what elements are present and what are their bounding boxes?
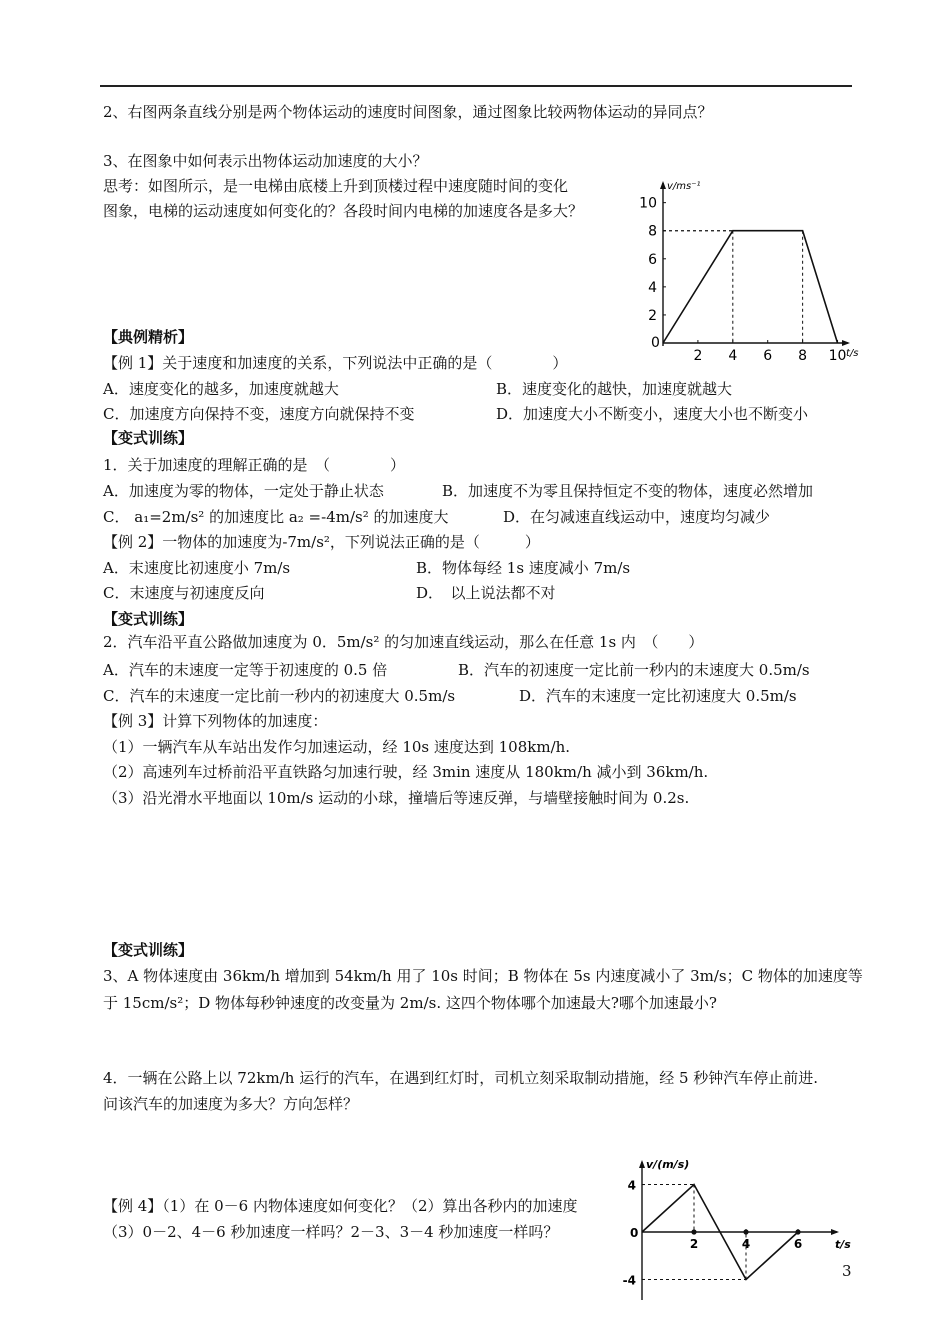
training-1: 1．关于加速度的理解正确的是 （ ） <box>103 456 406 474</box>
y-axis-arrow <box>660 181 666 189</box>
training-2-option-b: B．汽车的初速度一定比前一秒内的末速度大 0.5m/s <box>458 661 810 679</box>
example-1-option-a: A．速度变化的越多，加速度就越大 <box>103 380 339 398</box>
x-axis-label: t/s <box>846 348 859 359</box>
x-tick-label: 6 <box>793 1237 803 1251</box>
y-tick-label: -4 <box>622 1273 636 1288</box>
training-2-option-c: C．汽车的末速度一定比前一秒内的初速度大 0.5m/s <box>103 687 456 705</box>
y-tick-label: 4 <box>648 279 657 296</box>
origin-label: 0 <box>630 1226 639 1240</box>
x-axis-arrow <box>831 1229 839 1235</box>
training-1-option-c: C． a₁=2m/s² 的加速度比 a₂ =-4m/s² 的加速度大 <box>103 508 449 526</box>
y-tick-label: 6 <box>648 251 657 268</box>
section-heading-examples: 【典例精析】 <box>103 328 194 346</box>
question-3: 3、在图象中如何表示出物体运动加速度的大小？ <box>103 152 428 170</box>
object-vt-chart <box>615 1150 851 1305</box>
example-3-part-2: （2）高速列车过桥前沿平直铁路匀加速行驶，经 3min 速度从 180km/h 减小到 36km/h. <box>103 763 709 781</box>
series-point <box>795 1229 800 1234</box>
training-2-option-d: D．汽车的末速度一定比初速度大 0.5m/s <box>519 687 797 705</box>
training-3-line-1: 3、A 物体速度由 36km/h 增加到 54km/h 用了 10s 时间；B 物体在 5s 内速度减小了 3m/s；C 物体的加速度等 <box>103 967 863 985</box>
x-axis-arrow <box>842 340 850 346</box>
y-tick-label: 2 <box>648 307 657 324</box>
section-heading-training-2: 【变式训练】 <box>103 610 194 628</box>
think-line-1: 思考：如图所示，是一电梯由底楼上升到顶楼过程中速度随时间的变化 <box>103 177 569 195</box>
section-heading-training-3: 【变式训练】 <box>103 941 194 959</box>
training-1-option-d: D．在匀减速直线运动中，速度均匀减少 <box>503 508 771 526</box>
training-2: 2．汽车沿平直公路做加速度为 0．5m/s² 的匀加速直线运动，那么在任意 1s 内 （ ） <box>103 633 704 651</box>
x-tick-label: 10 <box>828 348 847 364</box>
example-4-line-1: 【例 4】（1）在 0－6 内物体速度如何变化？（2）算出各秒内的加速度 <box>103 1197 578 1215</box>
example-1-option-c: C．加速度方向保持不变，速度方向就保持不变 <box>103 405 415 423</box>
example-4-line-2: （3）0－2、4－6 秒加速度一样吗？2－3、3－4 秒加速度一样吗？ <box>103 1223 559 1241</box>
x-tick-label: 6 <box>763 348 773 364</box>
series-line <box>663 231 838 343</box>
y-axis-arrow <box>639 1160 645 1168</box>
example-2-option-c: C．末速度与初速度反向 <box>103 584 265 602</box>
x-tick-label: 4 <box>741 1237 751 1251</box>
header-rule <box>100 85 852 87</box>
think-line-2: 图象，电梯的运动速度如何变化的？各段时间内电梯的加速度各是多大？ <box>103 202 584 220</box>
example-2-option-b: B．物体每经 1s 速度减小 7m/s <box>416 559 631 577</box>
section-heading-training-1: 【变式训练】 <box>103 429 194 447</box>
training-1-option-a: A．加速度为零的物体，一定处于静止状态 <box>103 482 384 500</box>
training-2-option-a: A．汽车的末速度一定等于初速度的 0.5 倍 <box>103 661 388 679</box>
example-1: 【例 1】关于速度和加速度的关系，下列说法中正确的是（ ） <box>103 354 568 372</box>
training-3-line-2: 于 15cm/s²；D 物体每秒钟速度的改变量为 2m/s. 这四个物体哪个加速最大?哪个加速最小? <box>103 994 717 1012</box>
y-tick-label: 8 <box>648 223 657 240</box>
y-tick-label: 4 <box>627 1178 636 1193</box>
x-axis-label: t/s <box>835 1238 851 1251</box>
y-tick-label: 10 <box>639 195 657 212</box>
page-number: 3 <box>842 1262 852 1280</box>
example-1-option-b: B．速度变化的越快，加速度就越大 <box>496 380 733 398</box>
y-axis-label: v/ms⁻¹ <box>667 181 701 192</box>
training-1-option-b: B．加速度不为零且保持恒定不变的物体，速度必然增加 <box>442 482 814 500</box>
series-point <box>743 1229 748 1234</box>
example-3-part-1: （1）一辆汽车从车站出发作匀加速运动，经 10s 速度达到 108km/h. <box>103 738 571 756</box>
x-tick-label: 8 <box>798 348 808 364</box>
example-3: 【例 3】计算下列物体的加速度： <box>103 712 328 730</box>
elevator-vt-chart <box>638 176 859 366</box>
example-3-part-3: （3）沿光滑水平地面以 10m/s 运动的小球，撞墙后等速反弹，与墙壁接触时间为 0.2s. <box>103 789 690 807</box>
origin-label: 0 <box>651 335 660 351</box>
example-2-option-a: A．末速度比初速度小 7m/s <box>103 559 291 577</box>
x-tick-label: 2 <box>693 348 703 364</box>
series-point <box>691 1229 696 1234</box>
example-2: 【例 2】一物体的加速度为-7m/s²，下列说法正确的是（ ） <box>103 533 540 551</box>
training-4-line-2: 问该汽车的加速度为多大？方向怎样？ <box>103 1095 359 1113</box>
example-1-option-d: D．加速度大小不断变小，速度大小也不断变小 <box>496 405 809 423</box>
y-axis-label: v/(m/s) <box>646 1158 690 1171</box>
example-2-option-d: D． 以上说法都不对 <box>416 584 556 602</box>
training-4-line-1: 4．一辆在公路上以 72km/h 运行的汽车，在遇到红灯时，司机立刻采取制动措施，经 5 秒钟汽车停止前进. <box>103 1069 819 1087</box>
x-tick-label: 2 <box>689 1237 699 1251</box>
question-2: 2、右图两条直线分别是两个物体运动的速度时间图象，通过图象比较两物体运动的异同点？ <box>103 103 713 121</box>
x-tick-label: 4 <box>728 348 738 364</box>
